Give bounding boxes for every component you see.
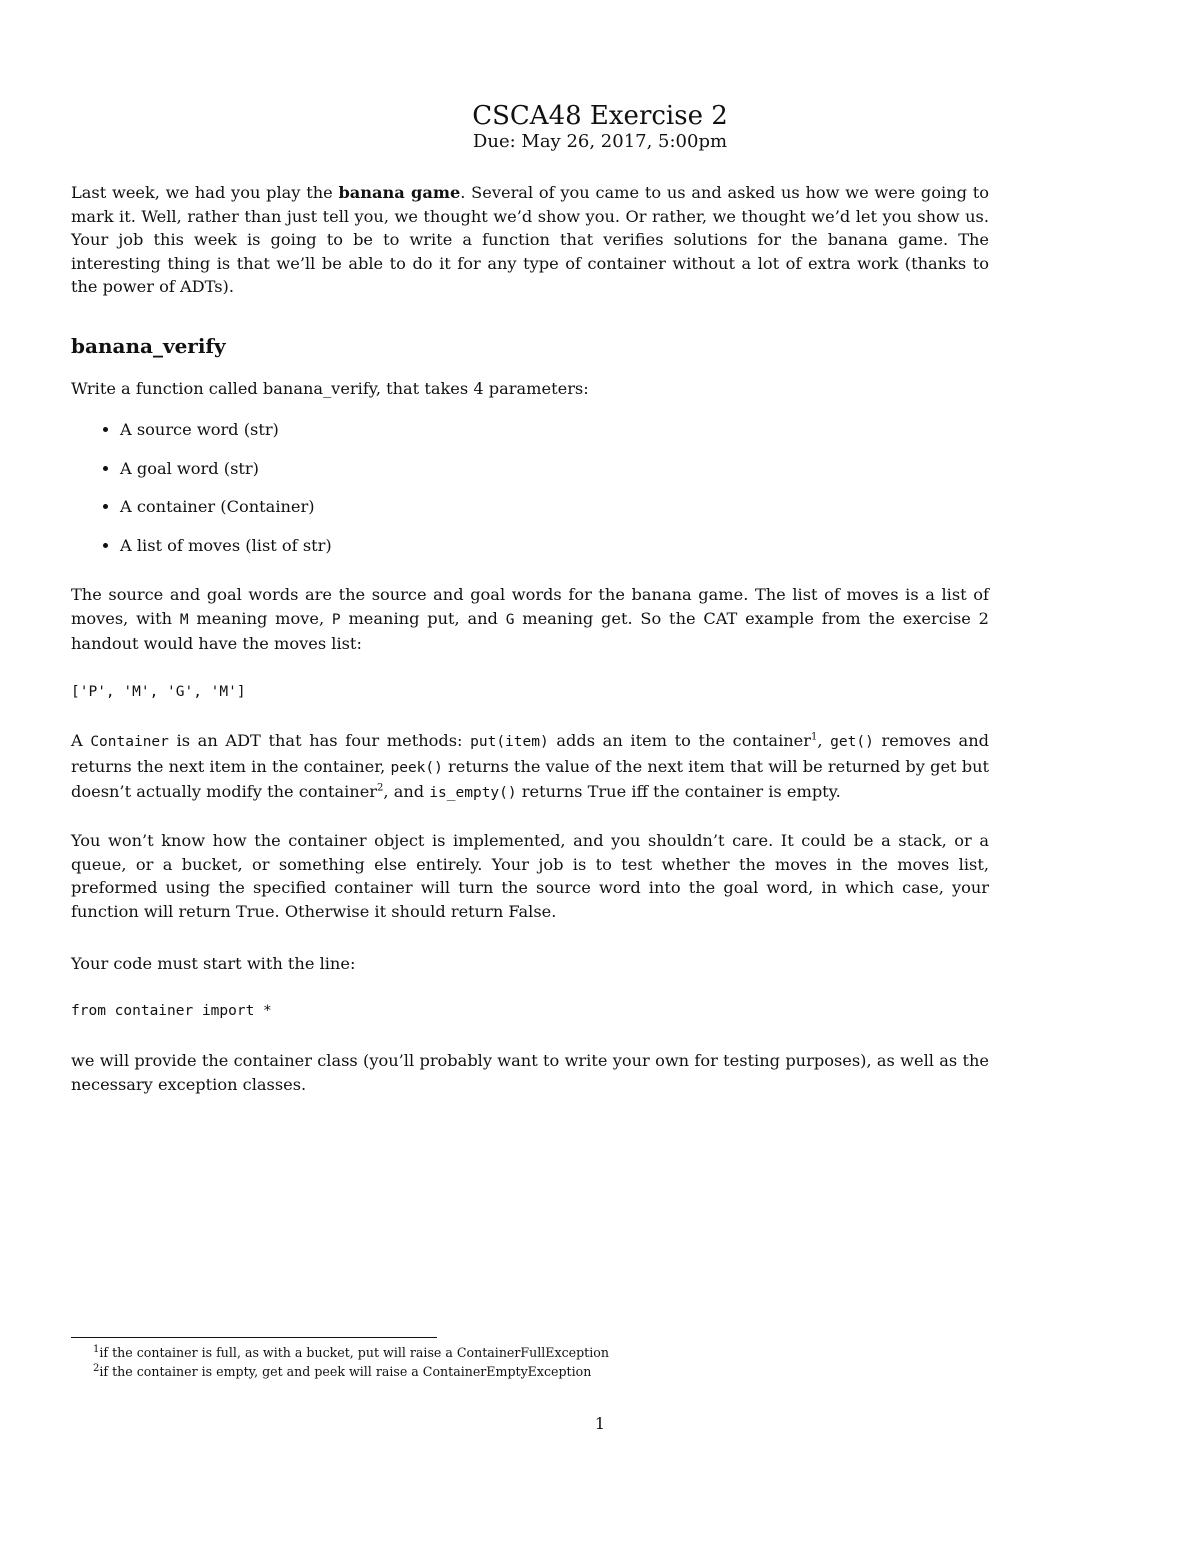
function-name: banana_verify <box>262 379 376 398</box>
due-date: Due: May 26, 2017, 5:00pm <box>472 131 728 152</box>
list-item: • A goal word (str) <box>120 457 332 481</box>
container-paragraph: A Container is an ADT that has four methods: put(item) adds an item to the container$^1$, get() removes and returns the next item in the container, peek() returns the value of the next item that will be returned by get but doesn’t actually modify the container$^2$, and is_empty() returns True iff the container is empty. <box>71 731 989 801</box>
import-code-line: from container import * <box>71 1003 272 1019</box>
intro-paragraph: Last week, we had you play the banana game. Several of you came to us and asked us how we were going to mark it. Well, rather than just tell you, we thought we’d show you. Or rather, we thought we’d let you show us. Your job this week is going to be to write a function that verifies solutions for the banana game. The interesting thing is that we’ll be able to do it for any type of container without a lot of extra work (thanks to the power of ADTs). <box>71 183 989 296</box>
parameter-list <box>98 418 332 572</box>
list-item: • A container (Container) <box>120 495 332 519</box>
moves-code-example: ['P', 'M', 'G', 'M'] <box>71 684 246 700</box>
function-intro-paragraph: Write a function called banana_verify, that takes 4 parameters: <box>71 379 589 398</box>
section-heading: banana_verify <box>71 334 226 358</box>
footnote-2: $^2$if the container is empty, get and peek will raise a ContainerEmptyException <box>93 1362 592 1379</box>
document-title: CSCA48 Exercise 2 <box>472 101 728 131</box>
footnote-1: $^1$if the container is full, as with a bucket, put will raise a ContainerFullException <box>93 1343 609 1360</box>
footnote-divider <box>71 1337 437 1338</box>
footnote-ref-2: 2 <box>377 782 384 794</box>
page-number: 1 <box>594 1414 606 1433</box>
list-item: • A list of moves (list of str) <box>120 534 332 558</box>
footnote-ref-1: 1 <box>811 731 818 743</box>
provide-paragraph: we will provide the container class (you’ll probably want to write your own for testing purposes), as well as the necessary exception classes. <box>71 1051 989 1094</box>
banana-game-emphasis: banana game <box>338 183 461 202</box>
list-item: • A source word (str) <box>120 418 332 442</box>
implementation-paragraph: You won’t know how the container object is implemented, and you shouldn’t care. It could be a stack, or a queue, or a bucket, or something else entirely. Your job is to test whether the moves in the moves list, preformed using the specified container will turn the source word into the goal word, in which case, your function will return True. Otherwise it should return False. <box>71 831 989 921</box>
moves-paragraph: The source and goal words are the source and goal words for the banana game. The list of moves is a list of moves, with M meaning move, P meaning put, and G meaning get. So the CAT example from the exercise 2 handout would have the moves list: <box>71 585 989 653</box>
must-start-paragraph: Your code must start with the line: <box>71 954 356 973</box>
